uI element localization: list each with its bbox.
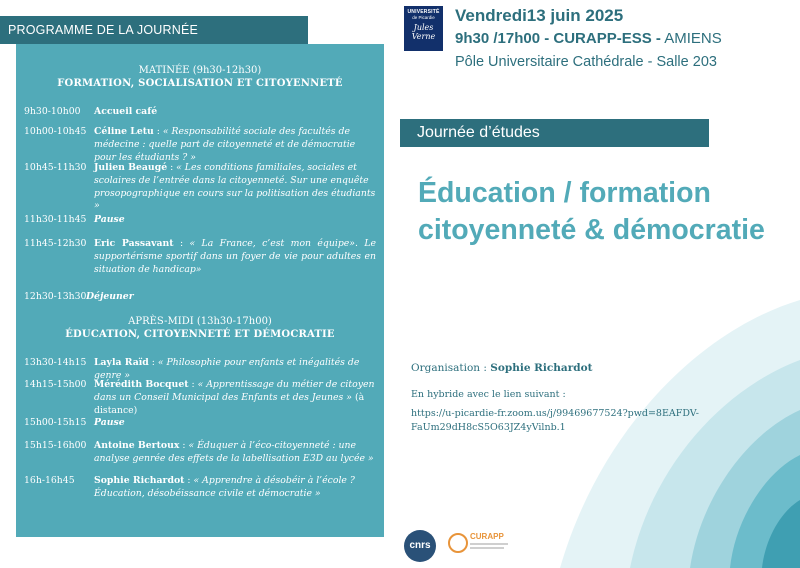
speaker-name: Eric Passavant — [94, 238, 174, 249]
session-time: 16h-16h45 — [24, 475, 75, 486]
lunch-label: Déjeuner — [86, 291, 134, 302]
talk-title: « Éduquer à l’éco-citoyenneté : une analyse genrée des effets de la labellisation E3D au lycée » — [94, 440, 374, 464]
curapp-logo: CURAPP — [448, 531, 508, 559]
event-venue: Pôle Universitaire Cathédrale - Salle 203 — [455, 54, 717, 70]
session-time: 14h15-15h00 — [24, 379, 87, 390]
session-row — [24, 214, 376, 227]
session-time: 10h45-11h30 — [24, 162, 87, 173]
talk-title: « Responsabilité sociale des facultés de médecine : quelle part de citoyenneté et de démocratie pour les étudiants ? » — [94, 126, 356, 163]
morning-theme: FORMATION, SOCIALISATION ET CITOYENNETÉ — [57, 78, 343, 89]
session-time: 11h45-12h30 — [24, 238, 87, 249]
session-time: 15h15-16h00 — [24, 440, 87, 451]
speaker-name: Mérédith Bocquet — [94, 379, 189, 390]
speaker-name: Julien Beaugé — [94, 162, 168, 173]
session-row — [24, 417, 376, 430]
afternoon-theme: ÉDUCATION, CITOYENNETÉ ET DÉMOCRATIE — [65, 329, 335, 340]
morning-time: MATINÉE (9h30-12h30) — [138, 65, 262, 76]
talk-title: « Philosophie pour enfants et inégalités de genre » — [94, 357, 360, 381]
afternoon-time: APRÈS-MIDI (13h30-17h00) — [128, 316, 272, 327]
session-time: 9h30-10h00 — [24, 106, 81, 117]
talk-title: « Les conditions familiales, sociales et scolaires de l’entrée dans la citoyenneté. Sur une enquête prosopographique en cours sur la politisation des étudiants » — [94, 162, 376, 212]
afternoon-heading — [16, 315, 384, 341]
session-row: 11h45-12h30 Eric Passavant : « La France, c’est mon équipe». Le supportérisme sportif dans un foyer de vie pour adultes en situation de handicap» — [24, 238, 376, 275]
hybrid-note: En hybride avec le lien suivant : — [411, 389, 566, 400]
session-time: 15h00-15h15 — [24, 417, 87, 428]
speaker-name: Sophie Richardot — [94, 475, 185, 486]
talk-title: « Apprendre à désobéir à l’école ? Éducation, désobéissance civile et démocratie » — [94, 475, 355, 499]
programme-panel — [16, 44, 384, 537]
event-type-bar: Journée d’études — [400, 119, 709, 147]
programme-banner: PROGRAMME DE LA JOURNÉE — [0, 16, 308, 44]
session-row — [24, 106, 376, 119]
speaker-name: Céline Letu — [94, 126, 154, 137]
university-logo: UNIVERSITÉ de Picardie Jules Verne — [404, 6, 443, 51]
organisation: Organisation : Sophie Richardot — [411, 362, 593, 374]
break-label: Pause — [94, 214, 125, 225]
zoom-link[interactable]: https://u-picardie-fr.zoom.us/j/99469677524?pwd=8EAFDV- FaUm29dH8cS5O63JZ4yVilnb.1 — [411, 408, 699, 433]
session-row: 13h30-14h15 Layla Raïd : « Philosophie pour enfants et inégalités de genre » — [24, 357, 360, 381]
talk-title: « La France, c’est mon équipe». Le supportérisme sportif dans un foyer de vie pour adultes en situation de handicap» — [94, 238, 376, 275]
session-time: 11h30-11h45 — [24, 214, 87, 225]
session-row — [24, 291, 376, 304]
session-row: 15h15-16h00 Antoine Bertoux : « Éduquer à l’éco-citoyenneté : une analyse genrée des effets de la labellisation E3D au lycée » — [24, 440, 374, 464]
break-label: Pause — [94, 417, 125, 428]
morning-heading — [16, 64, 384, 90]
event-date: Vendredi13 juin 2025 — [455, 6, 624, 25]
session-row: 10h45-11h30 Julien Beaugé : « Les conditions familiales, sociales et scolaires de l’entrée dans la citoyenneté. Sur une enquête prosopographique en cours sur la politisation des étudiants » — [24, 162, 376, 212]
session-row: 14h15-15h00 Mérédith Bocquet : « Apprentissage du métier de citoyen dans un Conseil Municipal des Enfants et des Jeunes » (à distance) — [24, 379, 375, 416]
event-time-location: 9h30 /17h00 - CURAPP-ESS - AMIENS — [455, 30, 722, 47]
session-time: 12h30-13h30 — [24, 291, 87, 302]
session-time: 13h30-14h15 — [24, 357, 87, 368]
talk-title: « Apprentissage du métier de citoyen dans un Conseil Municipal des Enfants et des Jeunes » — [94, 379, 375, 403]
remote-note: (à distance) — [94, 391, 365, 416]
session-row: 10h00-10h45 Céline Letu : « Responsabilité sociale des facultés de médecine : quelle part de citoyenneté et de démocratie pour les étudiants ? » — [24, 126, 356, 163]
cnrs-logo: cnrs — [404, 530, 436, 562]
session-time: 10h00-10h45 — [24, 126, 87, 137]
speaker-name: Antoine Bertoux — [94, 440, 180, 451]
session-label: Accueil café — [94, 106, 158, 117]
session-row: 16h-16h45 Sophie Richardot : « Apprendre à désobéir à l’école ? Éducation, désobéissance civile et démocratie » — [24, 475, 355, 499]
speaker-name: Layla Raïd — [94, 357, 149, 368]
event-title: Éducation / formation citoyenneté & démocratie — [418, 177, 765, 246]
